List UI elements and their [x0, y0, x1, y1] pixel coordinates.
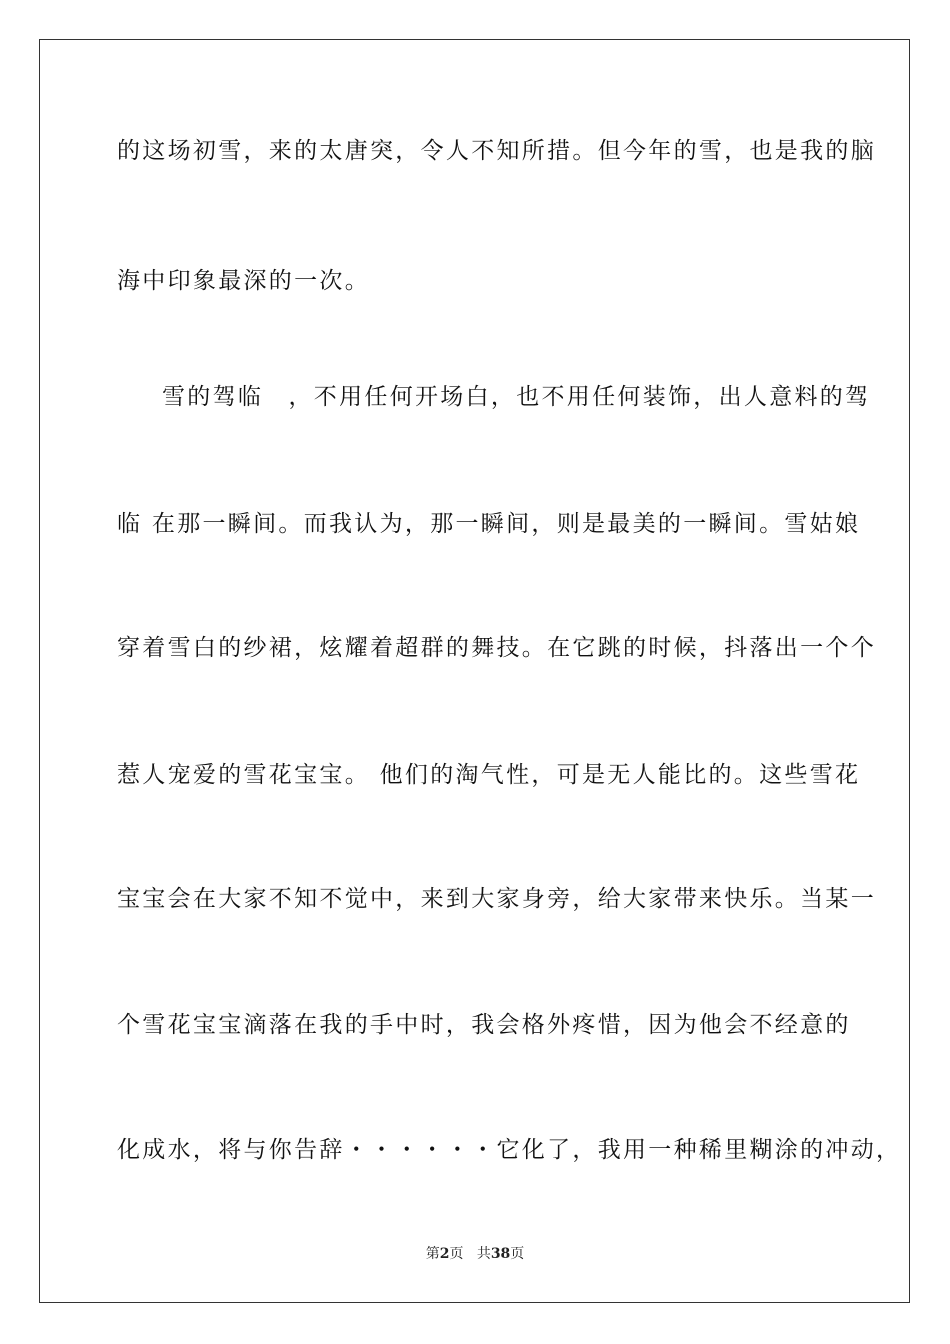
page-prefix: 第: [425, 1246, 440, 1262]
total-suffix: 页: [510, 1246, 525, 1262]
text-line-4: 临 在那一瞬间。而我认为，那一瞬间，则是最美的一瞬间。雪姑娘: [117, 511, 861, 537]
total-prefix: 共: [476, 1246, 491, 1262]
page-suffix: 页: [449, 1246, 464, 1262]
text-line-3: 雪的驾临 ，不用任何开场白，也不用任何装饰，出人意料的驾: [162, 384, 871, 410]
text-line-5: 穿着雪白的纱裙，炫耀着超群的舞技。在它跳的时候，抖落出一个个: [117, 635, 876, 661]
text-line-9: 化成水，将与你告辞・・・・・・它化了，我用一种稀里糊涂的冲动，: [117, 1137, 902, 1163]
text-line-7: 宝宝会在大家不知不觉中，来到大家身旁，给大家带来快乐。当某一: [117, 886, 876, 912]
text-line-8: 个雪花宝宝滴落在我的手中时，我会格外疼惜，因为他会不经意的: [117, 1012, 851, 1038]
text-line-2: 海中印象最深的一次。: [117, 268, 370, 294]
text-line-1: 的这场初雪，来的太唐突，令人不知所措。但今年的雪，也是我的脑: [117, 138, 876, 164]
text-line-6: 惹人宠爱的雪花宝宝。 他们的淘气性，可是无人能比的。这些雪花: [117, 762, 861, 788]
page-number: 2: [439, 1246, 450, 1262]
total-pages: 38: [490, 1246, 511, 1262]
page-footer: [0, 1245, 950, 1263]
page-border: [39, 39, 910, 1303]
